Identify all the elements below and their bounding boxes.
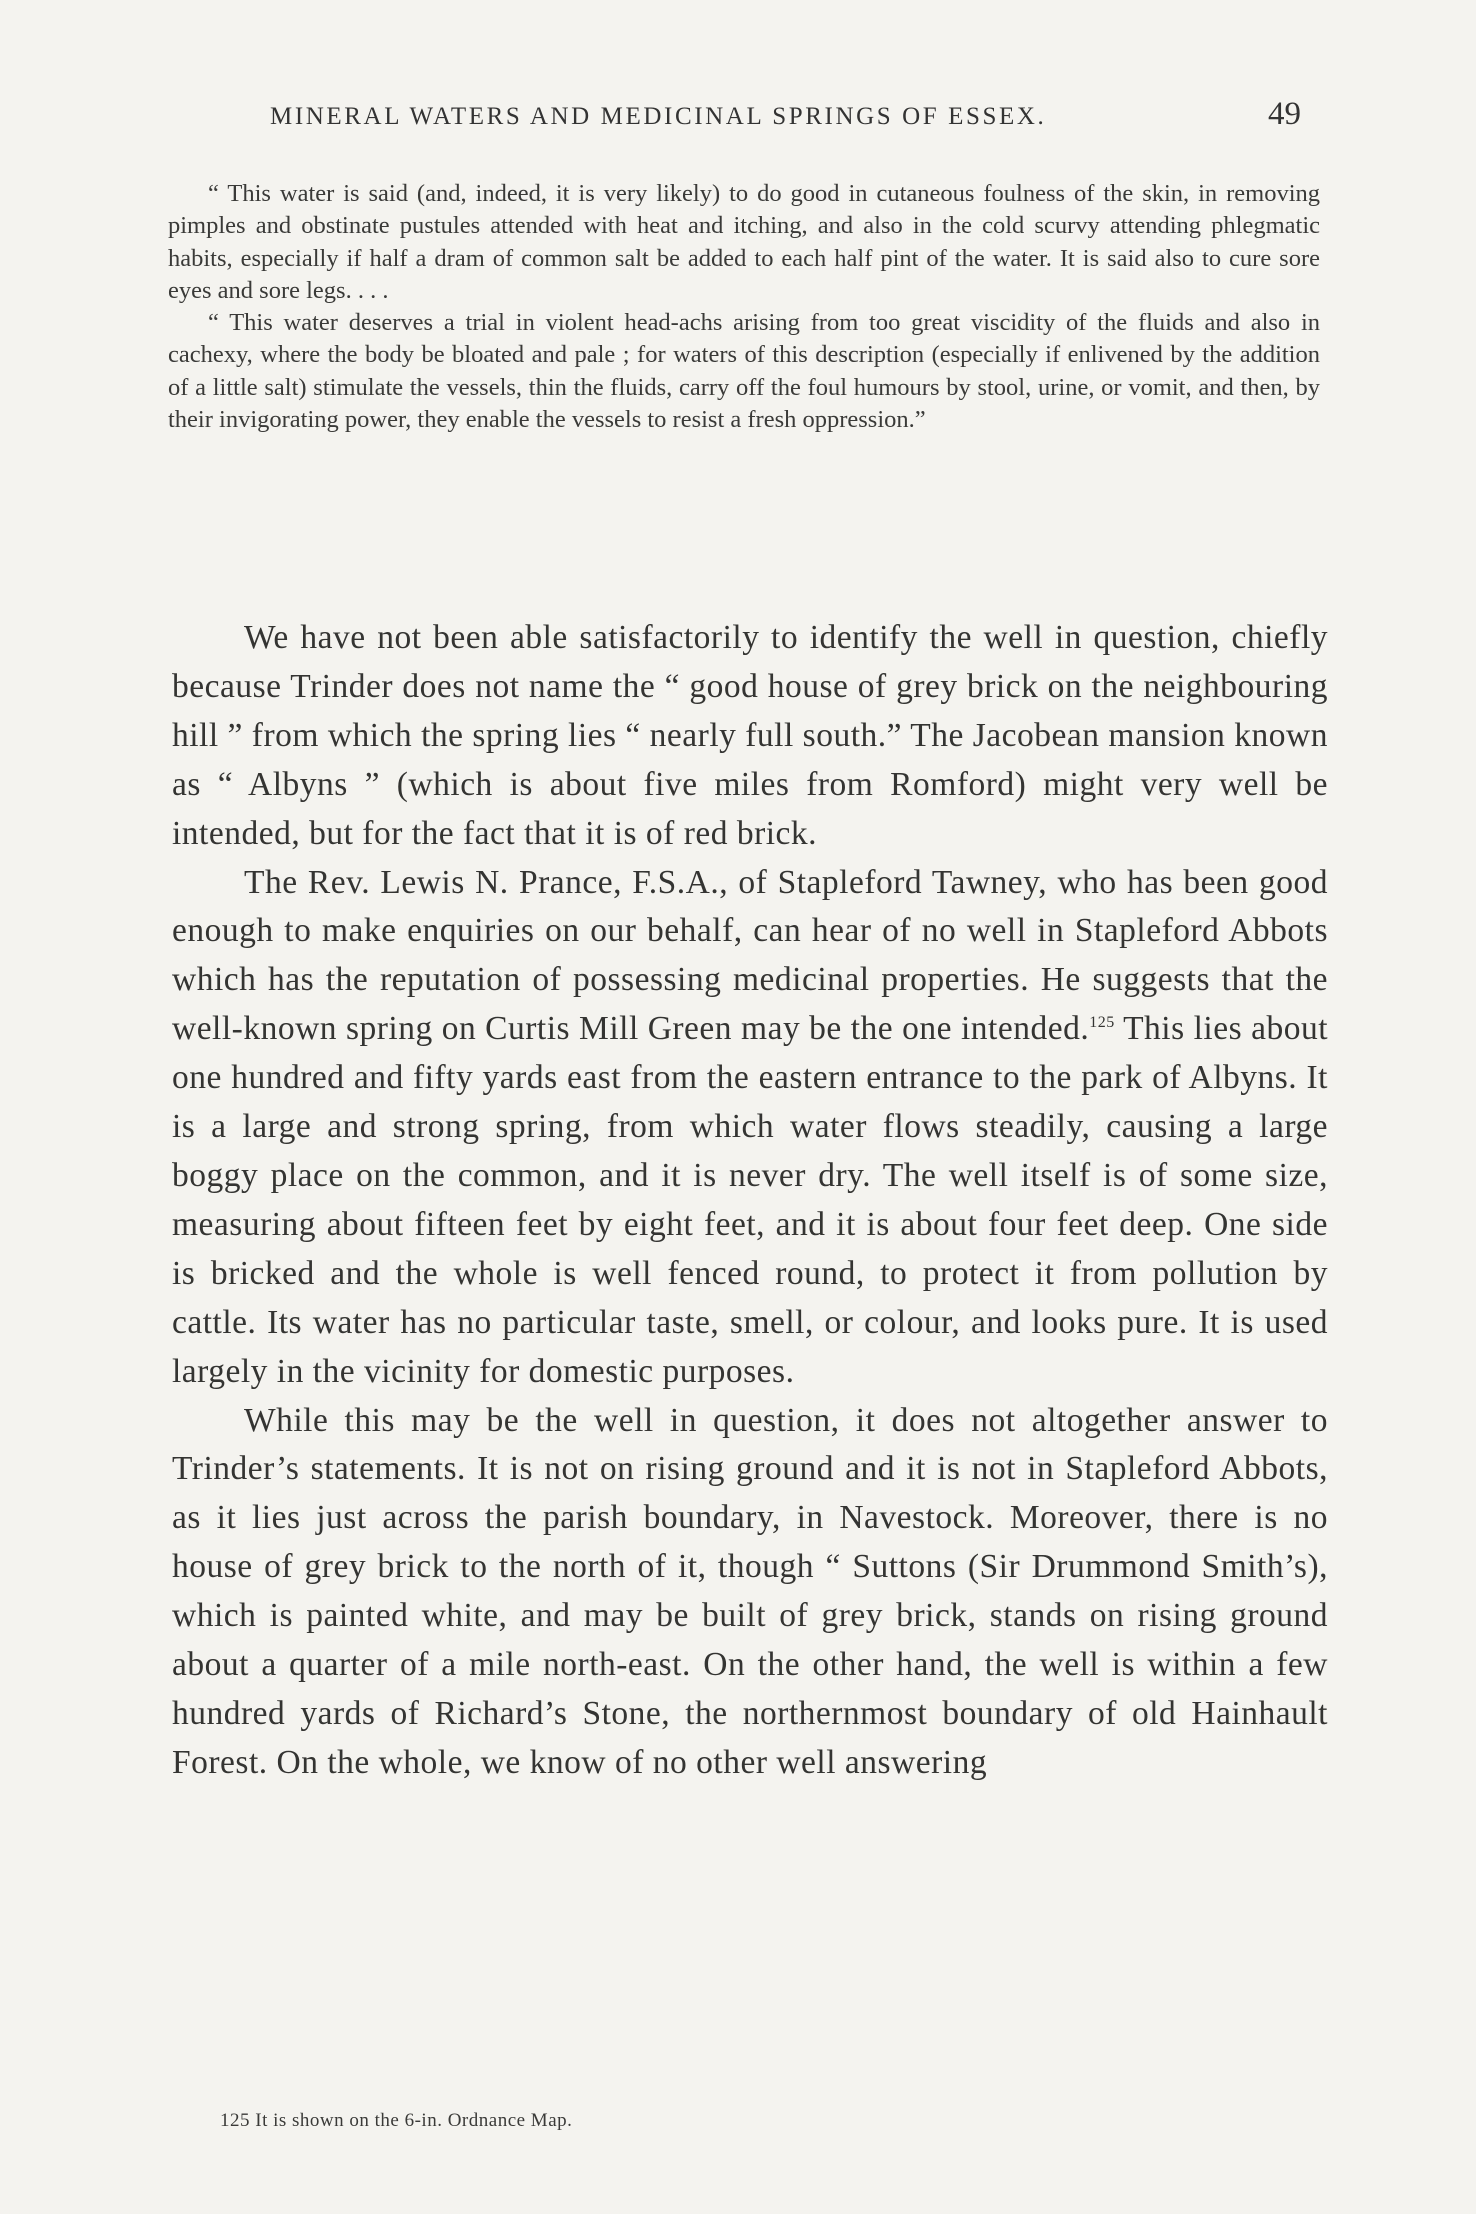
body-text-segment: The Rev. Lewis N. Prance, F.S.A., of Stapleford Tawney, who has been good enough to make enquiries on our behalf, can hear of no well in Stapleford Abbots which has the reputation of possessing medicinal properties. He suggests that the well-known spring on Curtis Mill Green may be the one intended.	[172, 863, 1328, 1048]
quoted-passage	[168, 178, 1320, 436]
main-text	[172, 614, 1328, 1788]
body-text-segment: This lies about one hundred and fifty yards east from the eastern entrance to the park of Albyns. It is a large and strong spring, from which water flows steadily, causing a large boggy place on the common, and it is never dry. The well itself is of some size, measuring about fifteen feet by eight feet, and it is about four feet deep. One side is bricked and the whole is well fenced round, to protect it from pollution by cattle. Its water has no particular taste, smell, or colour, and looks pure. It is used largely in the vicinity for domestic purposes.	[172, 1010, 1328, 1390]
page-number: 49	[1268, 96, 1301, 132]
running-title: MINERAL WATERS AND MEDICINAL SPRINGS OF ESSEX.	[270, 103, 1047, 130]
body-paragraph: While this may be the well in question, it does not altogether answer to Trinder’s statements. It is not on rising ground and it is not in Stapleford Abbots, as it lies just across the parish boundary, in Navestock. Moreover, there is no house of grey brick to the north of it, though “ Suttons (Sir Drummond Smith’s), which is painted white, and may be built of grey brick, stands on rising ground about a quarter of a mile north-east. On the other hand, the well is within a few hundred yards of Richard’s Stone, the northernmost boundary of old Hainhault Forest. On the whole, we know of no other well answering	[172, 1401, 1328, 1781]
body-paragraph: We have not been able satisfactorily to identify the well in question, chiefly because Trinder does not name the “ good house of grey brick on the neighbouring hill ” from which the spring lies “ nearly full south.” The Jacobean mansion known as “ Albyns ” (which is about five miles from Romford) might very well be intended, but for the fact that it is of red brick.	[172, 619, 1328, 852]
footnote-reference[interactable]: 125	[1089, 1014, 1115, 1032]
quote-paragraph: “ This water is said (and, indeed, it is very likely) to do good in cutaneous foulness of the skin, in removing pimples and obstinate pustules attended with heat and itching, and also in the cold scurvy attending phlegmatic habits, especially if half a dram of common salt be added to each half pint of the water. It is said also to cure sore eyes and sore legs. . . .	[168, 180, 1320, 304]
footnote: 125 It is shown on the 6-in. Ordnance Map.	[220, 2110, 573, 2131]
quote-paragraph: “ This water deserves a trial in violent head-achs arising from too great viscidity of the fluids and also in cachexy, where the body be bloated and pale ; for waters of this description (especially if enlivened by the addition of a little salt) stimulate the vessels, thin the fluids, carry off the foul humours by stool, urine, or vomit, and then, by their invigorating power, they enable the vessels to resist a fresh oppression.”	[168, 309, 1320, 434]
body-paragraph	[172, 859, 1328, 1397]
